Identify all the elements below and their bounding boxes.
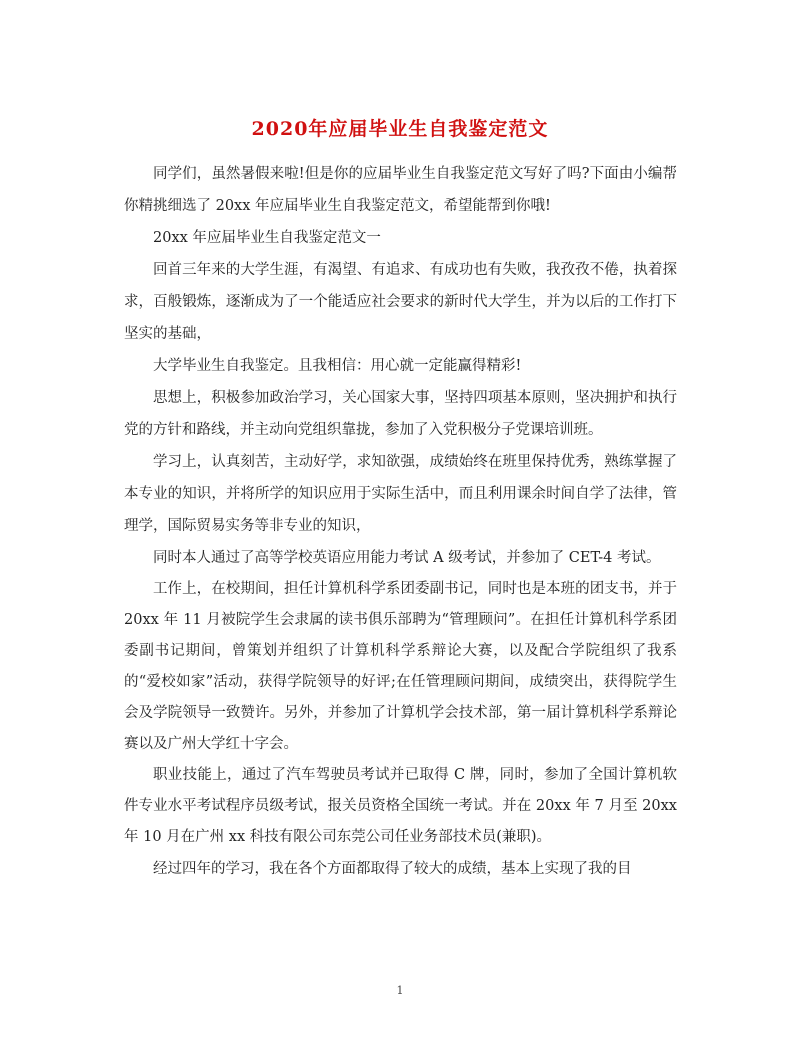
paragraph-study: 学习上，认真刻苦，主动好学，求知欲强，成绩始终在班里保持优秀，熟练掌握了本专业的知识，并将所学的知识应用于实际生活中，而且利用课余时间自学了法律，管理学，国际贸易实务等非专业的知识， <box>124 454 677 534</box>
document-body <box>124 158 677 885</box>
page-number: 1 <box>396 984 404 997</box>
paragraph-exams: 同时本人通过了高等学校英语应用能力考试 A 级考试，并参加了 CET-4 考试。 <box>153 550 661 566</box>
paragraph-summary: 经过四年的学习，我在各个方面都取得了较大的成绩，基本上实现了我的目 <box>153 861 632 877</box>
paragraph-skills: 职业技能上，通过了汽车驾驶员考试并已取得 C 牌，同时，参加了全国计算机软件专业水平考试程序员级考试，报关员资格全国统一考试。并在 20xx 年 7 月至 20xx 年 10 月在广州 xx 科技有限公司东莞公司任业务部技术员(兼职)。 <box>124 767 677 845</box>
document-title: 2020年应届毕业生自我鉴定范文 <box>251 118 549 140</box>
paragraph-subheading: 20xx 年应届毕业生自我鉴定范文一 <box>153 230 381 246</box>
paragraph-review: 回首三年来的大学生涯，有渴望、有追求、有成功也有失败，我孜孜不倦，执着探求，百般锻炼，逐渐成为了一个能适应社会要求的新时代大学生，并为以后的工作打下坚实的基础， <box>124 262 677 342</box>
paragraph-work: 工作上，在校期间，担任计算机科学系团委副书记，同时也是本班的团支书，并于 20xx 年 11 月被院学生会隶属的读书俱乐部聘为“管理顾问”。在担任计算机科学系团委副书记期间，曾策划并组织了计算机科学系辩论大赛，以及配合学院组织了我系的“爱校如家”活动，获得学院领导的好评;在任管理顾问期间，成绩突出，获得院学生会及学院领导一致赞许。另外，并参加了计算机学会技术部，第一届计算机科学系辩论赛以及广州大学红十字会。 <box>124 581 677 752</box>
paragraph-ideology: 思想上，积极参加政治学习，关心国家大事，坚持四项基本原则，坚决拥护和执行党的方针和路线，并主动向党组织靠拢，参加了入党积极分子党课培训班。 <box>124 390 677 438</box>
paragraph-belief: 大学毕业生自我鉴定。且我相信：用心就一定能赢得精彩! <box>153 358 522 374</box>
paragraph-intro: 同学们，虽然暑假来啦!但是你的应届毕业生自我鉴定范文写好了吗?下面由小编帮你精挑细选了 20xx 年应届毕业生自我鉴定范文，希望能帮到你哦! <box>124 166 677 214</box>
